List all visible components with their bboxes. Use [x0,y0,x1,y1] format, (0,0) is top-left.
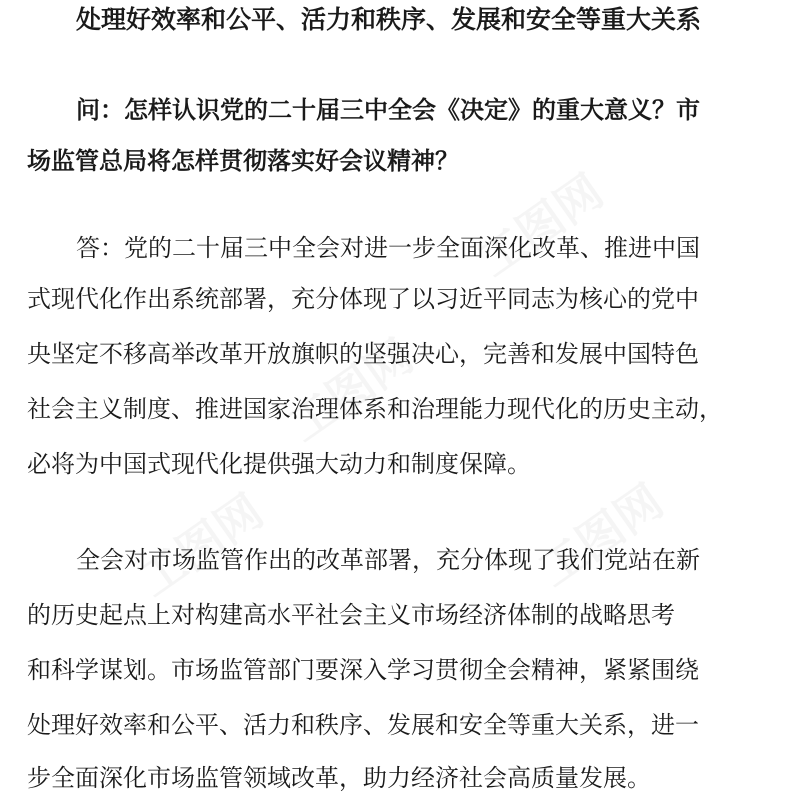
answer-line-5: 必将为中国式现代化提供强大动力和制度保障。 [27,450,531,478]
paragraph-line-3: 和科学谋划。市场监管部门要深入学习贯彻全会精神，紧紧围绕 [27,656,699,684]
paragraph-line-1: 全会对市场监管作出的改革部署，充分体现了我们党站在新 [76,546,700,574]
question-line-1: 问：怎样认识党的二十届三中全会《决定》的重大意义？市 [76,96,700,124]
watermark-text: 工图网 [528,473,673,598]
answer-line-2: 式现代化作出系统部署，充分体现了以习近平同志为核心的党中 [27,285,699,313]
answer-line-3: 央坚定不移高举改革开放旗帜的坚强决心，完善和发展中国特色 [27,340,699,368]
answer-line-1: 答：党的二十届三中全会对进一步全面深化改革、推进中国 [76,234,700,262]
watermark-text: 工图网 [468,163,613,288]
answer-line-4: 社会主义制度、推进国家治理体系和治理能力现代化的历史主动， [27,395,723,423]
question-line-2: 场监管总局将怎样贯彻落实好会议精神？ [27,147,459,175]
watermark-text: 工图网 [278,328,423,453]
watermark-text: 工图网 [128,483,273,608]
paragraph-line-2: 的历史起点上对构建高水平社会主义市场经济体制的战略思考 [27,601,675,629]
heading-continued-line: 处理好效率和公平、活力和秩序、发展和安全等重大关系 [76,5,702,34]
paragraph-line-5: 步全面深化市场监管领域改革，助力经济社会高质量发展。 [27,764,651,792]
paragraph-line-4: 处理好效率和公平、活力和秩序、发展和安全等重大关系，进一 [27,711,699,739]
